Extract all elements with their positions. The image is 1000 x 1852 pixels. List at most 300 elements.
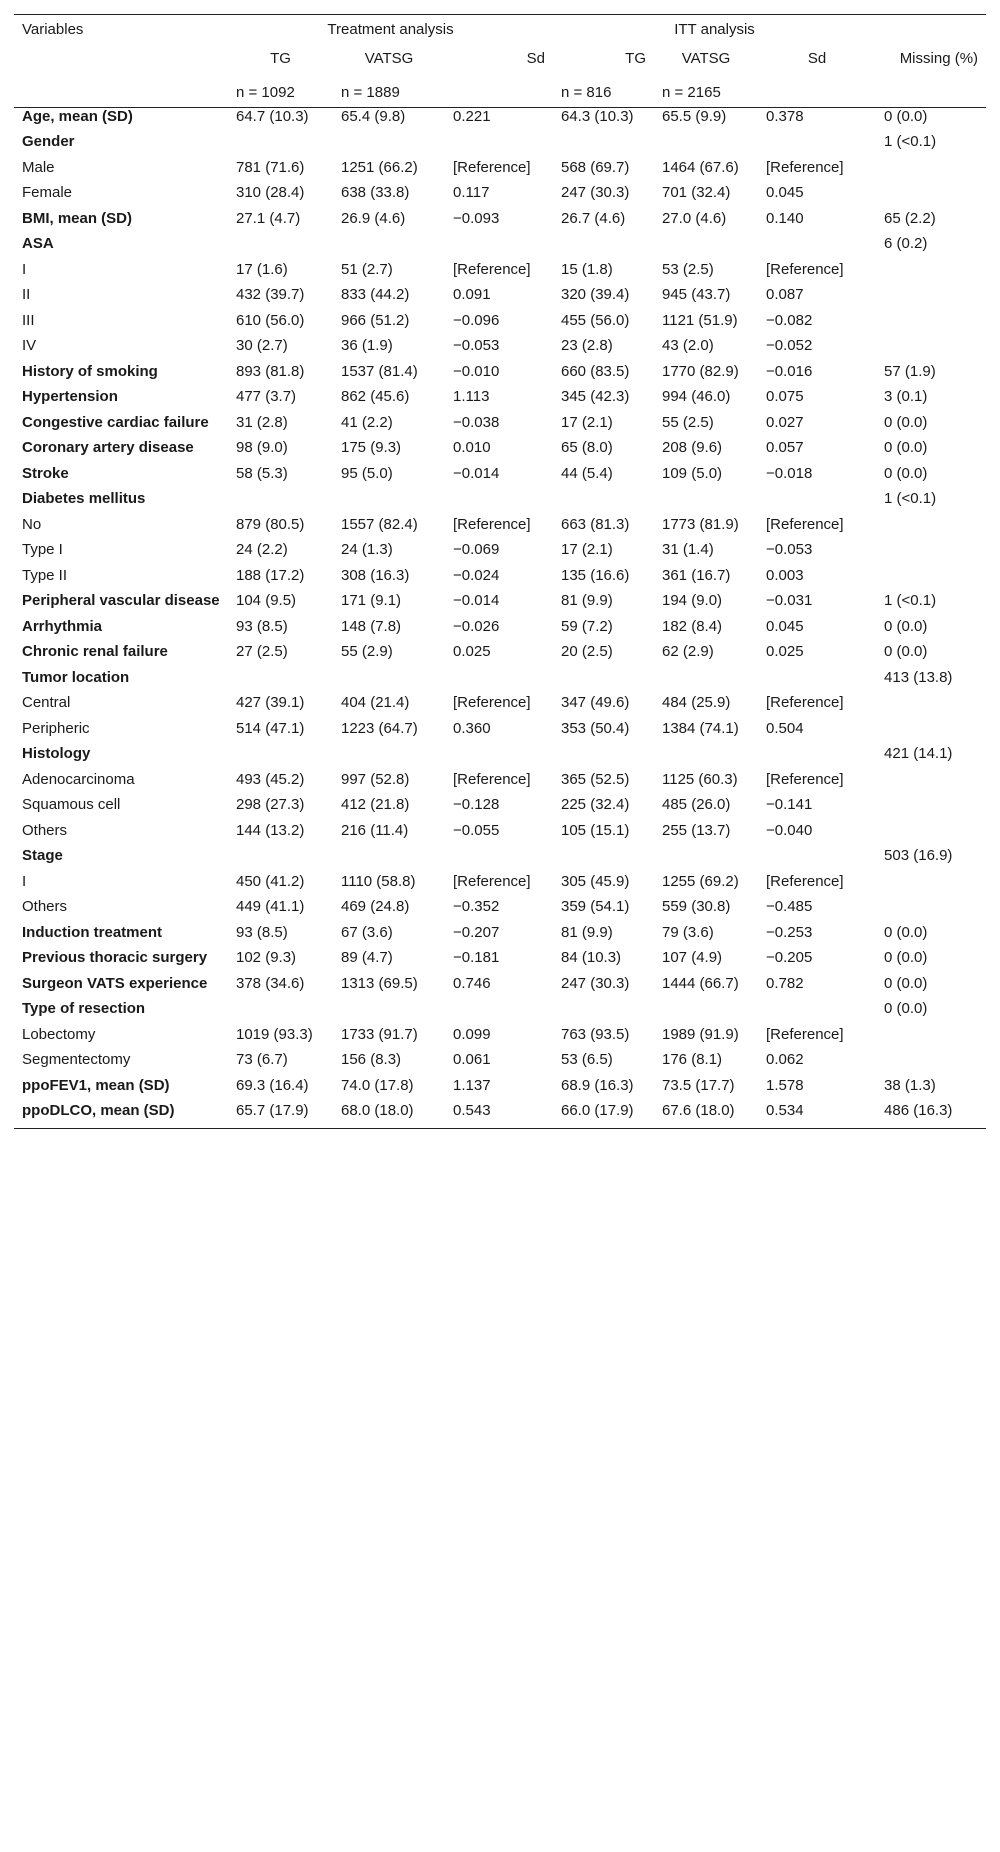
table-cell: 69.3 (16.4) [236,1076,309,1094]
table-cell: 84 (10.3) [561,949,622,966]
table-cell: 298 (27.3) [236,796,305,813]
table-row [14,337,986,363]
sample-size [445,72,553,107]
table-cell: 879 (80.5) [236,515,305,533]
table-cell: 1537 (81.4) [341,362,418,380]
table-cell: 361 (16.7) [662,566,731,584]
table-cell: 65.5 (9.9) [662,107,727,125]
row-label: Squamous cell [22,796,121,813]
table-cell [758,745,876,771]
table-row [14,235,986,261]
table-cell [876,286,986,312]
sample-size: n = 2165 [654,72,758,107]
table-cell: 31 (2.8) [236,413,288,431]
column-header: VATSG [364,49,414,67]
table-cell: 247 (30.3) [561,974,630,992]
table-cell: −0.485 [766,898,813,915]
table-cell [876,694,986,720]
table-cell: 0.221 [453,107,491,125]
table-cell: [Reference] [766,260,844,278]
table-row [14,388,986,414]
table-row [14,771,986,797]
row-label: Type I [22,541,63,558]
table-cell [876,159,986,185]
table-cell: 74.0 (17.8) [341,1076,414,1094]
table-row [14,949,986,975]
table-cell: 781 (71.6) [236,158,305,176]
row-label: Lobectomy [22,1025,96,1043]
table-cell: 663 (81.3) [561,515,630,533]
table-cell: 413 (13.8) [884,668,953,686]
table-cell [758,235,876,261]
table-cell: 0 (0.0) [884,974,928,992]
table-cell: 310 (28.4) [236,184,305,201]
table-cell [333,745,445,771]
table-cell [876,184,986,210]
table-cell: 0.746 [453,974,491,992]
table-cell: 449 (41.1) [236,898,305,915]
table-cell: 1313 (69.5) [341,974,418,992]
table-cell: 20 (2.5) [561,643,613,660]
table-cell: 1773 (81.9) [662,515,739,533]
table-cell [333,1000,445,1026]
table-cell: 24 (1.3) [341,541,393,558]
table-cell: 27.1 (4.7) [236,209,301,227]
table-cell: 107 (4.9) [662,949,723,966]
table-cell: 81 (9.9) [561,923,613,941]
table-cell: 568 (69.7) [561,158,630,176]
sample-size: n = 1092 [228,72,333,107]
table-cell: 225 (32.4) [561,796,630,813]
table-cell: 194 (9.0) [662,592,723,609]
column-header: Sd [526,49,545,67]
table-cell: −0.096 [453,311,500,329]
table-cell: 104 (9.5) [236,592,297,609]
table-row [14,898,986,924]
table-cell [228,669,333,695]
table-cell: 1.137 [453,1076,491,1094]
table-cell: 44 (5.4) [561,464,613,482]
row-label: Age, mean (SD) [22,107,133,125]
table-cell [333,133,445,159]
table-cell: 514 (47.1) [236,719,305,737]
table-cell: 945 (43.7) [662,286,731,303]
table-cell: 93 (8.5) [236,617,288,635]
table-cell: 1019 (93.3) [236,1025,313,1043]
row-label: Stroke [22,464,69,482]
table-cell: 65.7 (17.9) [228,1102,333,1128]
table-cell: 30 (2.7) [236,337,288,354]
table-cell [445,669,553,695]
table-cell: 1 (<0.1) [884,592,937,609]
table-cell: −0.141 [766,796,813,813]
table-cell: 0 (0.0) [884,617,928,635]
row-label: II [22,286,31,303]
row-label: Type II [22,566,68,584]
table-cell: 53 (6.5) [561,1051,613,1068]
table-cell: 64.7 (10.3) [236,107,309,125]
table-cell [758,669,876,695]
table-cell: 24 (2.2) [236,541,288,558]
row-label: Others [22,898,68,915]
table-cell: −0.128 [453,796,500,813]
column-header: Missing (%) [899,49,979,67]
table-cell: 1464 (67.6) [662,158,739,176]
row-label: Type of resection [22,1000,146,1017]
table-cell: [Reference] [766,872,844,890]
row-label: Adenocarcinoma [22,770,135,788]
table-cell: 0.062 [766,1051,804,1068]
table-cell: 1.113 [453,388,490,405]
table-cell: 0.782 [766,974,804,992]
table-cell: 559 (30.8) [662,898,731,915]
row-label: ppoFEV1, mean (SD) [22,1076,170,1094]
table-cell: −0.014 [453,592,500,609]
table-cell: 109 (5.0) [662,464,723,482]
table-row [14,465,986,491]
row-label: I [22,872,27,890]
table-cell: 0.087 [766,286,804,303]
table-cell [876,796,986,822]
table-row [14,210,986,236]
table-cell: 98 (9.0) [236,439,288,456]
table-cell: −0.018 [766,464,813,482]
row-label: I [22,260,27,278]
row-label: Diabetes mellitus [22,490,146,507]
table-cell [445,847,553,873]
table-cell [654,847,758,873]
table-cell: 421 (14.1) [884,745,953,762]
table-cell: 0.045 [766,617,804,635]
table-row [14,1077,986,1103]
table-cell: 36 (1.9) [341,337,393,354]
table-cell: 216 (11.4) [341,821,409,839]
table-cell: 0 (0.0) [884,923,928,941]
table-cell: 182 (8.4) [662,617,723,635]
table-cell [876,1051,986,1077]
table-cell: 15 (1.8) [561,260,613,278]
table-row [14,924,986,950]
table-cell: 610 (56.0) [236,311,305,329]
table-cell [445,490,553,516]
table-cell: 0 (0.0) [884,949,928,966]
column-header: VATSG [681,49,731,67]
table-cell: 55 (2.5) [662,413,714,431]
table-cell [553,745,654,771]
table-cell [876,898,986,924]
table-cell: −0.052 [766,337,813,354]
table-cell: −0.181 [453,949,500,966]
table-cell [553,490,654,516]
table-cell: 67 (3.6) [341,923,393,941]
table-cell: 1733 (91.7) [341,1025,418,1043]
row-label: Chronic renal failure [22,643,168,660]
table-cell: 503 (16.9) [884,847,953,864]
table-cell [333,235,445,261]
row-label: Male [22,158,55,176]
table-cell: 427 (39.1) [236,694,305,711]
table-cell: 966 (51.2) [341,311,410,329]
baseline-characteristics-table-container [14,14,986,1129]
table-cell: 0.025 [453,643,491,660]
table-cell: −0.053 [453,337,500,354]
row-label: No [22,515,42,533]
table-cell: 353 (50.4) [561,719,630,737]
table-cell: 57 (1.9) [884,362,936,380]
table-cell [758,133,876,159]
table-cell: 0 (0.0) [884,413,928,431]
treatment-analysis-header: Treatment analysis [228,15,553,44]
table-cell [876,771,986,797]
table-cell: −0.352 [453,898,500,915]
table-cell: 156 (8.3) [341,1051,402,1068]
table-cell: 0.378 [766,107,804,125]
table-cell [228,1000,333,1026]
table-cell: 58 (5.3) [236,464,288,482]
sample-size [758,72,876,107]
table-cell: 59 (7.2) [561,617,613,635]
table-cell: 0.360 [453,719,491,737]
table-cell: 65 (2.2) [884,209,936,227]
table-cell: −0.026 [453,617,500,635]
row-label: ASA [22,235,54,252]
table-cell: 255 (13.7) [662,821,731,839]
table-cell: 27.0 (4.6) [662,209,727,227]
table-cell: 450 (41.2) [236,872,305,890]
table-cell: 26.9 (4.6) [341,209,406,227]
table-cell: [Reference] [453,158,531,176]
row-label: Previous thoracic surgery [22,949,208,966]
table-cell: 17 (1.6) [236,260,288,278]
table-cell: [Reference] [766,158,844,176]
table-cell: 27 (2.5) [236,643,288,660]
table-cell: 997 (52.8) [341,770,410,788]
table-cell [654,1000,758,1026]
table-cell [445,745,553,771]
table-cell: 1384 (74.1) [662,719,739,737]
table-cell: 0.140 [766,209,804,227]
table-cell: 0.504 [766,719,804,737]
table-cell: 308 (16.3) [341,566,410,584]
table-row [14,286,986,312]
table-row [14,1102,986,1128]
table-cell: 176 (8.1) [662,1051,723,1068]
table-row [14,107,986,133]
table-cell: −0.038 [453,413,500,431]
table-cell: 1251 (66.2) [341,158,418,176]
row-label: Gender [22,133,75,150]
table-cell: 73 (6.7) [236,1051,288,1068]
table-cell: [Reference] [766,694,844,711]
table-cell: 43 (2.0) [662,337,714,354]
sample-size: n = 1889 [333,72,445,107]
table-cell: 1223 (64.7) [341,719,418,737]
table-cell: 6 (0.2) [884,235,928,252]
table-row [14,439,986,465]
table-cell: −0.253 [766,923,813,941]
table-cell: 320 (39.4) [561,286,630,303]
table-cell: 345 (42.3) [561,388,630,405]
table-cell: 247 (30.3) [561,184,630,201]
table-cell [333,847,445,873]
table-cell: 1110 (58.8) [341,872,416,890]
table-cell: 0.045 [766,184,804,201]
table-cell: 1770 (82.9) [662,362,739,380]
table-cell: −0.024 [453,566,500,584]
table-cell [654,490,758,516]
table-cell: 3 (0.1) [884,388,928,405]
column-header: TG [270,49,291,67]
table-cell: 65.4 (9.8) [341,107,406,125]
table-cell: 365 (52.5) [561,770,630,788]
table-cell: 359 (54.1) [561,898,630,915]
table-cell: 1444 (66.7) [662,974,739,992]
table-cell: [Reference] [453,515,531,533]
table-cell: 763 (93.5) [561,1025,630,1043]
table-cell: 994 (46.0) [662,388,731,405]
table-cell: −0.016 [766,362,813,380]
table-row [14,312,986,338]
table-cell: 68.0 (18.0) [333,1102,445,1128]
table-cell [758,490,876,516]
row-label: Central [22,694,71,711]
table-cell: 469 (24.8) [341,898,410,915]
table-cell [876,541,986,567]
table-cell: 1 (<0.1) [884,490,937,507]
table-cell: 66.0 (17.9) [553,1102,654,1128]
table-cell: 93 (8.5) [236,923,288,941]
table-cell [553,133,654,159]
table-cell [553,1000,654,1026]
table-cell: 0 (0.0) [884,1000,928,1017]
table-cell [876,261,986,287]
table-row [14,363,986,389]
table-cell: 0.027 [766,413,804,431]
table-cell: 0.057 [766,439,804,456]
table-cell: 102 (9.3) [236,949,297,966]
table-cell: 73.5 (17.7) [662,1076,735,1094]
table-cell: 38 (1.3) [884,1076,936,1094]
table-cell: 378 (34.6) [236,974,305,992]
table-cell: [Reference] [766,1025,844,1043]
table-cell: −0.069 [453,541,500,558]
table-cell [654,133,758,159]
header-row-columns [14,44,986,73]
variables-header: Variables [14,15,228,44]
row-label: Others [22,821,68,839]
table-cell: 0 (0.0) [884,464,928,482]
table-cell: 26.7 (4.6) [561,209,626,227]
table-cell [228,133,333,159]
table-cell: 0.543 [445,1102,553,1128]
table-row [14,873,986,899]
table-cell: 17 (2.1) [561,413,613,431]
table-cell: 305 (45.9) [561,872,630,890]
table-cell: 484 (25.9) [662,694,731,711]
table-cell: 432 (39.7) [236,286,305,303]
table-cell: 1.578 [766,1076,804,1094]
table-cell [654,235,758,261]
table-cell [876,873,986,899]
table-cell: 701 (32.4) [662,184,731,201]
table-cell [654,745,758,771]
row-label: III [22,311,35,329]
header-row-groups [14,15,986,44]
table-cell: 0.117 [453,184,490,201]
table-cell: 208 (9.6) [662,439,723,456]
table-body [14,107,986,1128]
table-cell: 1121 (51.9) [662,311,738,329]
header-row-sample-sizes [14,72,986,107]
table-cell: [Reference] [453,770,531,788]
table-cell: −0.207 [453,923,500,941]
table-cell [654,669,758,695]
row-label: Coronary artery disease [22,439,194,456]
table-cell: 1989 (91.9) [662,1025,739,1043]
table-cell: 638 (33.8) [341,184,410,201]
table-cell: 893 (81.8) [236,362,305,380]
table-cell: 0.010 [453,439,491,456]
row-label: Histology [22,745,91,762]
table-cell: 486 (16.3) [876,1102,986,1128]
sample-size [876,72,986,107]
table-row [14,414,986,440]
table-cell: 79 (3.6) [662,923,714,941]
table-cell [445,133,553,159]
row-label: Peripheral vascular disease [22,592,220,609]
table-row [14,541,986,567]
row-label: Induction treatment [22,923,163,941]
sample-size: n = 816 [553,72,654,107]
table-cell: 17 (2.1) [561,541,613,558]
table-row [14,847,986,873]
table-row [14,618,986,644]
row-label: Segmentectomy [22,1051,131,1068]
table-cell: 95 (5.0) [341,464,393,482]
table-cell [876,312,986,338]
table-cell: −0.040 [766,821,813,839]
table-cell [758,847,876,873]
table-cell: 0 (0.0) [884,107,928,125]
empty-n-cell [14,72,228,107]
row-label: BMI, mean (SD) [22,209,133,227]
table-cell [553,669,654,695]
column-header: Sd [807,49,827,67]
table-cell: 53 (2.5) [662,260,714,278]
table-cell: −0.205 [766,949,813,966]
row-label: ppoDLCO, mean (SD) [14,1102,228,1128]
table-cell [445,1000,553,1026]
table-cell: 347 (49.6) [561,694,630,711]
row-label: Surgeon VATS experience [22,974,208,992]
table-cell: 41 (2.2) [341,413,393,431]
table-row [14,975,986,1001]
empty-header [876,15,986,44]
table-cell [876,1026,986,1052]
table-row [14,261,986,287]
table-cell: 135 (16.6) [561,566,630,584]
table-cell [445,235,553,261]
table-cell: 23 (2.8) [561,337,613,354]
table-cell: −0.010 [453,362,500,380]
table-cell [228,745,333,771]
table-cell: −0.082 [766,311,813,329]
row-label: Female [22,184,73,201]
table-cell: 188 (17.2) [236,566,305,584]
table-cell: 412 (21.8) [341,796,410,813]
table-row [14,490,986,516]
table-cell: [Reference] [453,260,531,278]
